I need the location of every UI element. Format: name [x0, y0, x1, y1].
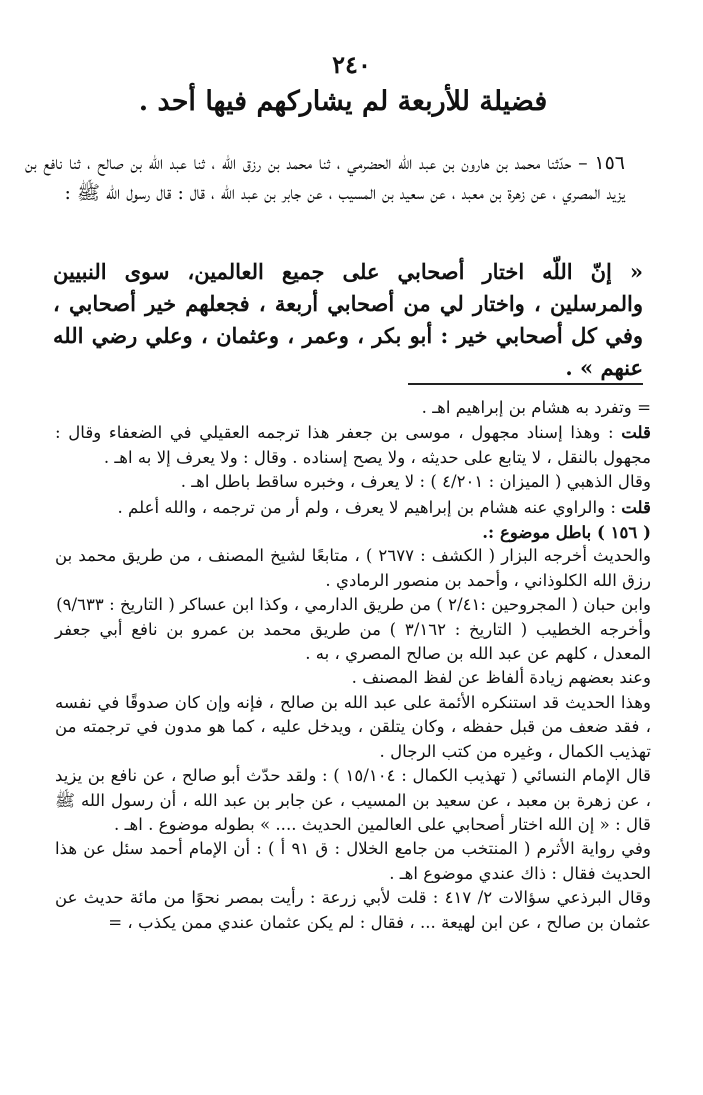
footnote-label: قلت [621, 422, 651, 443]
footnote-line [55, 420, 651, 470]
footnote-line: = وتفرد به هشام بن إبراهيم اهـ . [421, 398, 651, 417]
footnote-label: قلت [621, 496, 651, 517]
footnote-line: قال الإمام النسائي ( تهذيب الكمال : ١٥/١٠٤ ) : ولقد حدّث أبو صالح ، عن نافع بن يزيد ، عن زهرة بن معبد ، عن سعيد بن المسيب ، عن جابر بن عبد الله ، أن رسول الله ﷺ قال : « إن الله اختار أصحابي على العالمين الحديث .... » بطوله موضوع . اهـ . [55, 766, 651, 834]
hadith-ruling: ( ١٥٦ ) باطل موضوع :. [482, 522, 651, 543]
hadith-isnad: ١٥٦ – حدّثنا محمد بن هارون بن عبد الله الحضرمي ، ثنا محمد بن رزق الله ، ثنا عبد الله بن صالح ، ثنا نافع بن يزيد المصري ، عن زهرة بن معبد ، عن سعيد بن المسيب ، عن جابر بن عبد الله ، قال : قال رسول الله ﷺ : [25, 152, 625, 204]
chapter-title: فضيلة للأربعة لم يشاركهم فيها أحد . [138, 86, 548, 117]
footnote-line: وهذا الحديث قد استنكره الأئمة على عبد الله بن صالح ، فإنه وإن كان صدوقًا في نفسه ، فقد ضعف من قبل حفظه ، وكان يتلقن ، ويدخل عليه ، كما هو مدون في ترجمته من تهذيب الكمال ، وغيره من كتب الرجال . [55, 692, 651, 761]
footnote-line: وأخرجه الخطيب ( التاريخ : ٣/١٦٢ ) من طريق محمد بن عمرو بن نافع أبي جعفر المعدل ، كلهم عن عبد الله بن صالح المصري ، به . [55, 619, 651, 664]
page-number: ٢٤٠ [332, 50, 371, 79]
footnote-line: وابن حبان ( المجروحين :٢/٤١ ) من طريق الدارمي ، وكذا ابن عساكر ( التاريخ : ٩/٦٣٣) [56, 595, 651, 615]
footnote-divider [408, 383, 643, 385]
footnote-line: وفي رواية الأثرم ( المنتخب من جامع الخلال : ق ٩١ أ ) : أن الإمام أحمد سئل عن هذا الحديث فقال : ذاك عندي موضوع اهـ . [55, 839, 651, 883]
footnote-text: : والراوي عنه هشام بن إبراهيم لا يعرف ، ولم أر من ترجمه ، والله أعلم . [117, 497, 616, 517]
hadith-text: « إنّ اللّه اختار أصحابي على جميع العالمين، سوى النبيين والمرسلين ، واختار لي من أصحابي أربعة ، فجعلهم خير أصحابي ، وفي كل أصحابي خير : أبو بكر ، وعمر ، وعثمان ، وعلي رضي الله عنهم » . [53, 259, 643, 380]
footnotes [55, 396, 651, 935]
footnote-line [55, 495, 651, 520]
footnote-line: وقال الذهبي ( الميزان : ٤/٢٠١ ) : لا يعرف ، وخبره ساقط باطل اهـ . [180, 472, 651, 492]
footnote-text: : وهذا إسناد مجهول ، موسى بن جعفر هذا ترجمه العقيلي في الضعفاء وقال : مجهول بالنقل ، لا يتابع على حديثه ، ولا يصح إسناده . وقال : ولا يعرف إلا به اهـ . [55, 423, 651, 467]
footnote-line: وقال البرذعي سؤالات ٢/ ٤١٧ : قلت لأبي زرعة : رأيت بمصر نحوًا من مائة حديث عن عثمان بن صالح ، عن ابن لهيعة ... ، فقال : لم يكن عثمان عندي ممن يكذب ، = [55, 888, 651, 932]
footnote-line: وعند بعضهم زيادة ألفاظ عن لفظ المصنف . [351, 668, 651, 688]
footnote-line: والحديث أخرجه البزار ( الكشف : ٢٦٧٧ ) ، متابعًا لشيخ المصنف ، من طريق محمد بن رزق الله الكلوذاني ، وأحمد بن منصور الرمادي . [55, 546, 652, 590]
